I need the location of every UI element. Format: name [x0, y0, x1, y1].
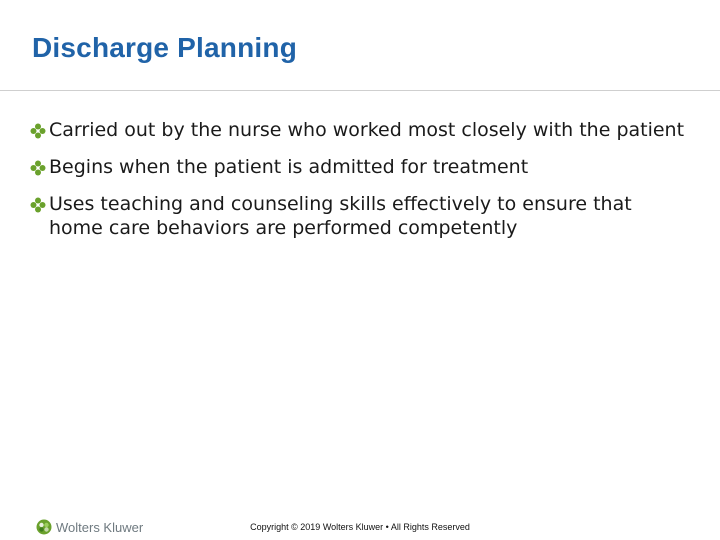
bullet-list: [30, 118, 690, 253]
slide-title: Discharge Planning: [32, 32, 297, 63]
bullet-text: Uses teaching and counseling skills effectively to ensure that home care behaviors are performed competently: [49, 193, 632, 239]
bullet-item: [30, 155, 690, 179]
bullet-item: [30, 192, 690, 240]
logo-text: Wolters Kluwer: [56, 519, 144, 535]
bullet-item: [30, 118, 690, 142]
diamond-bullet-icon: [30, 123, 46, 139]
copyright-text: Copyright © 2019 Wolters Kluwer • All Rights Reserved: [250, 522, 470, 532]
diamond-bullet-icon: [30, 197, 46, 213]
bullet-text: Carried out by the nurse who worked most closely with the patient: [49, 119, 685, 141]
diamond-bullet-icon: [30, 160, 46, 176]
bullet-text: Begins when the patient is admitted for treatment: [49, 156, 529, 178]
title-divider: [0, 90, 720, 91]
